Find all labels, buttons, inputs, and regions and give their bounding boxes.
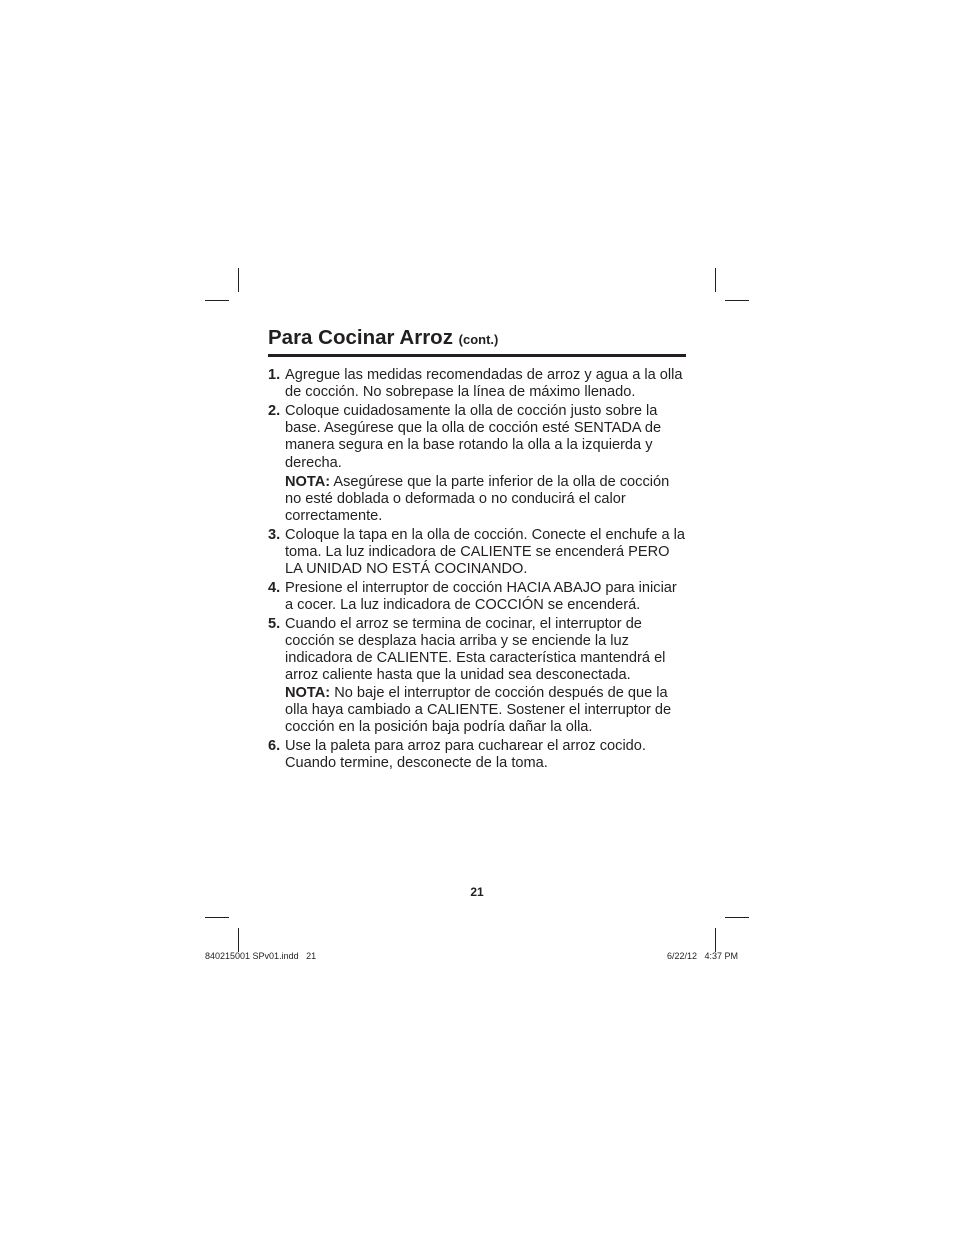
slug-datetime: 6/22/12 4:37 PM bbox=[667, 951, 739, 961]
section-title: Para Cocinar Arroz bbox=[268, 326, 453, 349]
step-text: Cuando el arroz se termina de cocinar, el interruptor de cocción se desplaza hacia arriba y se enciende la luz indicadora de CALIENTE. Esta característica mantendrá el arroz caliente hasta que la unidad sea desconectada. bbox=[285, 615, 666, 684]
crop-mark-bottom-left-horizontal bbox=[205, 917, 229, 918]
note-label: NOTA: bbox=[285, 684, 331, 701]
step-number: 3. bbox=[268, 526, 281, 543]
crop-mark-top-left-horizontal bbox=[205, 300, 229, 301]
list-item-step-3 bbox=[268, 527, 686, 579]
step-text: Coloque cuidadosamente la olla de cocción justo sobre la base. Asegúrese que la olla de cocción esté SENTADA de manera segura en la base rotando la olla a la izquierda y derecha. bbox=[285, 402, 662, 471]
note-text: No baje el interruptor de cocción después de que la olla haya cambiado a CALIENTE. Sostener el interruptor de cocción en la posición baja podría dañar la olla. bbox=[285, 684, 672, 736]
step-text: Coloque la tapa en la olla de cocción. Conecte el enchufe a la toma. La luz indicadora de CALIENTE se encenderá PERO LA UNIDAD NO ESTÁ COCINANDO. bbox=[285, 526, 685, 578]
step-text: Use la paleta para arroz para cucharear el arroz cocido. Cuando termine, desconecte de la toma. bbox=[285, 737, 646, 771]
list-item-step-6 bbox=[268, 738, 686, 772]
crop-mark-top-right-horizontal bbox=[725, 300, 749, 301]
section-title-suffix: (cont.) bbox=[458, 332, 499, 347]
step-text: Presione el interruptor de cocción HACIA ABAJO para iniciar a cocer. La luz indicadora de COCCIÓN se encenderá. bbox=[285, 579, 677, 614]
step-note bbox=[285, 685, 686, 737]
note-label: NOTA: bbox=[285, 473, 331, 490]
step-number: 4. bbox=[268, 579, 281, 596]
page-number: 21 bbox=[470, 885, 484, 899]
crop-mark-top-right-vertical bbox=[715, 268, 716, 292]
list-item-step-4 bbox=[268, 580, 686, 614]
step-number: 1. bbox=[268, 367, 281, 383]
step-number: 2. bbox=[268, 402, 281, 419]
list-item-step-2 bbox=[268, 403, 686, 525]
crop-mark-top-left-vertical bbox=[238, 268, 239, 292]
section-heading bbox=[268, 326, 686, 357]
note-text: Asegúrese que la parte inferior de la olla de cocción no esté doblada o deformada o no conducirá el calor correctamente. bbox=[285, 473, 670, 525]
step-text: Agregue las medidas recomendadas de arroz y agua a la olla de cocción. No sobrepase la línea de máximo llenado. bbox=[285, 367, 683, 401]
crop-mark-bottom-left-vertical bbox=[238, 928, 239, 952]
crop-mark-bottom-right-vertical bbox=[715, 928, 716, 952]
crop-mark-bottom-right-horizontal bbox=[725, 917, 749, 918]
steps-list bbox=[268, 367, 686, 772]
list-item-step-1 bbox=[268, 367, 686, 401]
slug-file-name: 840215001 SPv01.indd 21 bbox=[205, 951, 317, 961]
step-number: 5. bbox=[268, 615, 281, 632]
step-note bbox=[285, 474, 686, 526]
list-item-step-5 bbox=[268, 616, 686, 736]
step-number: 6. bbox=[268, 737, 281, 754]
page-content bbox=[268, 326, 686, 774]
